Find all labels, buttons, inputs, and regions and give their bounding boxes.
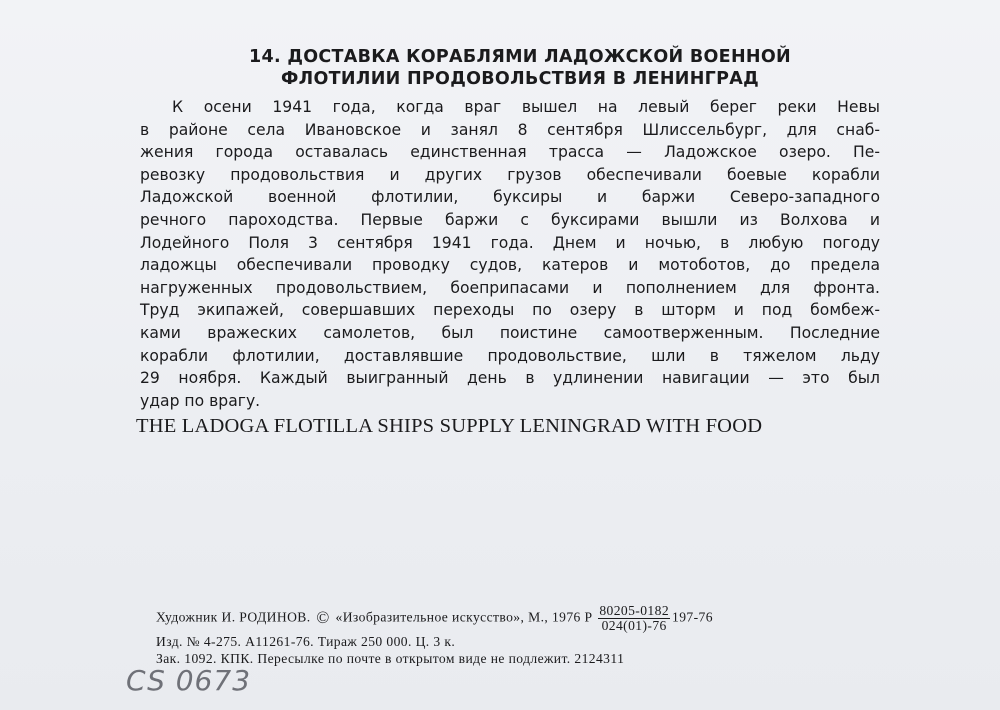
body-line: ревозку продовольствия и других грузов обеспечивали боевые корабли: [140, 165, 880, 184]
heading-line-2: ФЛОТИЛИИ ПРОДОВОЛЬСТВИЯ В ЛЕНИНГРАД: [281, 69, 759, 89]
heading-line-1: 14. ДОСТАВКА КОРАБЛЯМИ ЛАДОЖСКОЙ ВОЕННОЙ: [249, 47, 791, 67]
handwritten-catalog-number: CS 0673: [126, 664, 252, 697]
body-line: корабли флотилии, доставлявшие продовольствие, шли в тяжелом льду: [140, 346, 880, 365]
publisher-imprint: [156, 604, 876, 667]
imprint-line-3: Зак. 1092. КПК. Пересылке по почте в открытом виде не подлежит. 2124311: [156, 651, 625, 666]
body-line: Труд экипажей, совершавших переходы по озеру в шторм и под бомбеж-: [140, 301, 880, 320]
body-line: речного пароходства. Первые баржи с буксирами вышли из Волхова и: [140, 210, 880, 229]
body-line: 29 ноября. Каждый выигранный день в удлинении навигации — это был: [140, 369, 880, 388]
copyright-icon: ©: [316, 607, 330, 627]
catalog-code-numerator: 80205-0182: [599, 603, 670, 618]
catalog-code-suffix: 197-76: [672, 609, 713, 625]
catalog-code-fraction: [598, 604, 670, 633]
body-line: в районе села Ивановское и занял 8 сентября Шлиссельбург, для снаб-: [140, 120, 880, 139]
publisher-name: «Изобразительное искусство», М., 1976 Р: [335, 609, 593, 625]
body-line: ладожцы обеспечивали проводку судов, катеров и мотоботов, до предела: [140, 256, 880, 275]
catalog-code-denominator: 024(01)-76: [601, 618, 667, 633]
english-title: THE LADOGA FLOTILLA SHIPS SUPPLY LENINGRAD WITH FOOD: [136, 415, 763, 437]
body-line: Лодейного Поля 3 сентября 1941 года. Днем и ночью, в любую погоду: [140, 233, 880, 252]
body-line: Ладожской военной флотилии, буксиры и баржи Северо-западного: [140, 188, 880, 207]
body-text: [140, 96, 880, 412]
body-line: нагруженных продовольствием, боеприпасами и пополнением для фронта.: [140, 278, 880, 297]
imprint-line-1: [156, 604, 876, 633]
imprint-line-2: Изд. № 4-275. А11261-76. Тираж 250 000. Ц. 3 к.: [156, 634, 456, 649]
body-line: жения города оставалась единственная трасса — Ладожское озеро. Пе-: [140, 143, 880, 162]
body-line: ками вражеских самолетов, был поистине самоотверженным. Последние: [140, 323, 880, 342]
card-heading: [140, 46, 900, 90]
body-line: удар по врагу.: [140, 391, 261, 410]
body-line: К осени 1941 года, когда враг вышел на левый берег реки Невы: [172, 98, 880, 116]
artist-credit: Художник И. РОДИНОВ.: [156, 609, 311, 625]
